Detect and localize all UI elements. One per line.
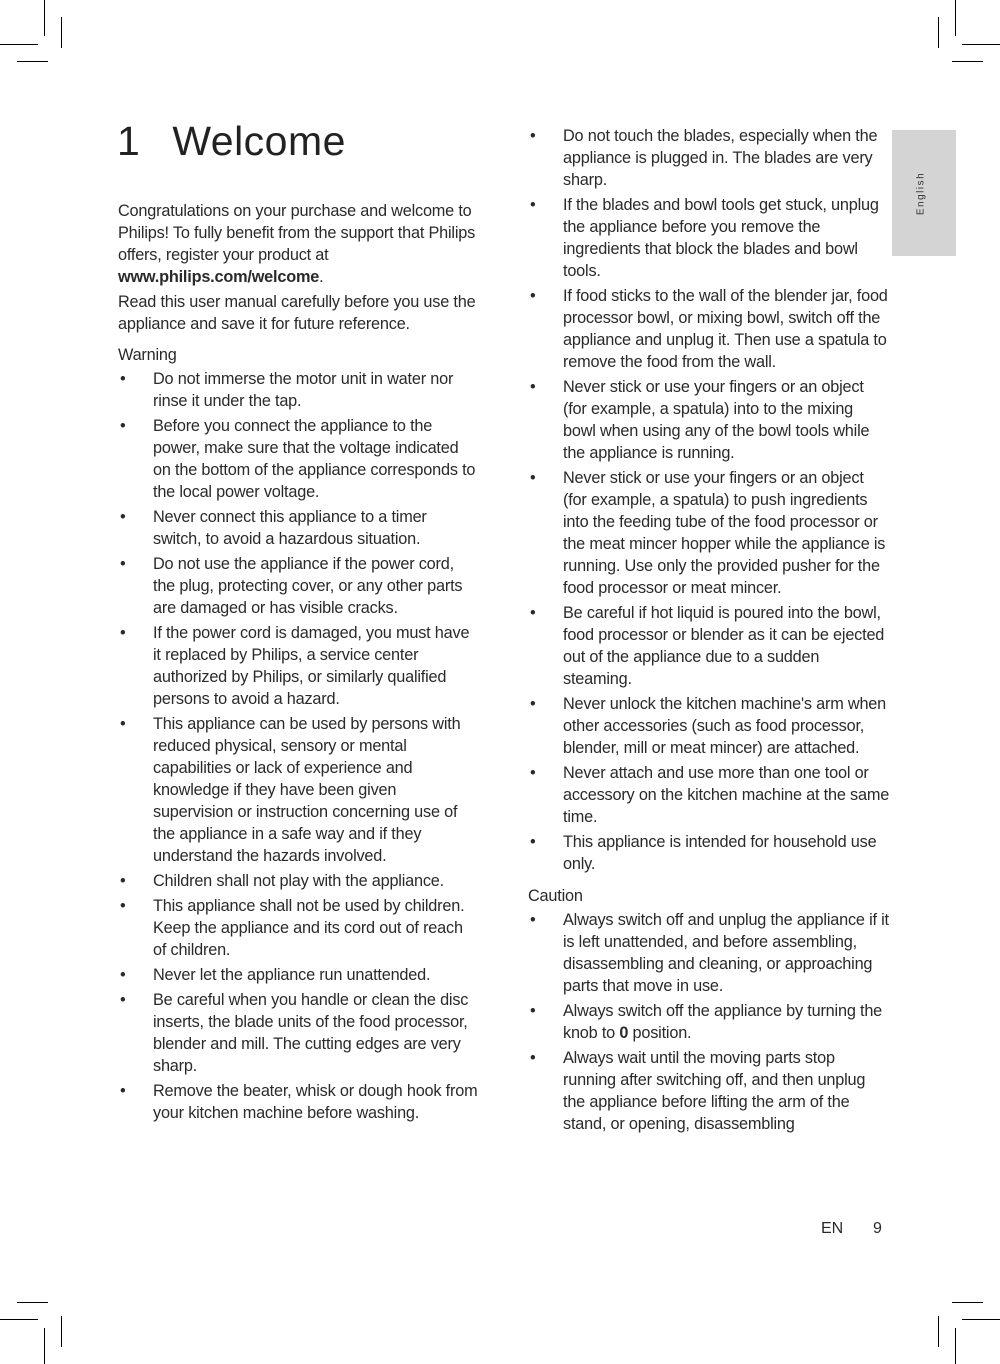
list-item: • Never unlock the kitchen machine's arm when other accessories (such as food processor, blender, mill or meat mincer) are attached.	[530, 695, 887, 757]
language-tab: English	[892, 130, 956, 256]
list-item: • Never stick or use your fingers or an object (for example, a spatula) to push ingredients into the feeding tube of the food processor or the meat mincer hopper while the appliance is running. Use only the provided pusher for the food processor or meat mincer.	[530, 469, 886, 597]
list-item: • This appliance shall not be used by children. Keep the appliance and its cord out of reach of children.	[120, 897, 465, 959]
list-item: • Children shall not play with the appliance.	[120, 872, 444, 890]
page-number: 9	[873, 1220, 882, 1237]
list-item: • Do not touch the blades, especially when the appliance is plugged in. The blades are very sharp.	[530, 127, 878, 189]
list-item: • Before you connect the appliance to the power, make sure that the voltage indicated on the bottom of the appliance corresponds to the local power voltage.	[120, 417, 476, 501]
list-item: • Remove the beater, whisk or dough hook from your kitchen machine before washing.	[120, 1082, 478, 1122]
intro-paragraph-2: Read this user manual carefully before you use the appliance and save it for future reference.	[118, 293, 476, 333]
warning-heading: Warning	[118, 346, 177, 364]
list-item: • This appliance is intended for household use only.	[530, 833, 877, 873]
page-title: 1 Welcome	[117, 118, 346, 164]
right-column	[528, 125, 890, 1138]
list-item: • Always wait until the moving parts stop running after switching off, and then unplug the appliance before lifting the arm of the stand, or opening, disassembling	[530, 1049, 866, 1133]
list-item: • Never let the appliance run unattended.	[120, 966, 431, 984]
caution-heading: Caution	[528, 887, 583, 905]
caution-list	[528, 909, 890, 1135]
welcome-link[interactable]: www.philips.com/welcome	[118, 268, 320, 286]
list-item: • Never attach and use more than one tool or accessory on the kitchen machine at the same time.	[530, 764, 890, 826]
list-item: • Do not immerse the motor unit in water nor rinse it under the tap.	[120, 370, 454, 410]
list-item: • Never connect this appliance to a timer switch, to avoid a hazardous situation.	[120, 508, 427, 548]
list-item: • Do not use the appliance if the power cord, the plug, protecting cover, or any other parts are damaged or has visible cracks.	[120, 555, 463, 617]
list-item: • Be careful if hot liquid is poured into the bowl, food processor or blender as it can be ejected out of the appliance due to a sudden steaming.	[530, 604, 885, 688]
list-item: • Be careful when you handle or clean the disc inserts, the blade units of the food processor, blender and mill. The cutting edges are very sharp.	[120, 991, 469, 1075]
list-item: • Never stick or use your fingers or an object (for example, a spatula) into to the mixing bowl when using any of the bowl tools while the appliance is running.	[530, 378, 870, 462]
list-item: • If the blades and bowl tools get stuck, unplug the appliance before you remove the ingredients that block the blades and bowl tools.	[530, 196, 879, 280]
list-item: • If the power cord is damaged, you must have it replaced by Philips, a service center authorized by Philips, or similarly qualified persons to avoid a hazard.	[120, 624, 470, 708]
footer-language: EN	[821, 1220, 844, 1237]
left-column	[118, 200, 478, 1127]
warning-list-right	[528, 125, 890, 875]
list-item: • Always switch off the appliance by turning the knob to 0 position.	[530, 1002, 883, 1042]
intro-paragraph: Congratulations on your purchase and welcome to Philips! To fully benefit from the support that Philips offers, register your product at www.philips.com/welcome.	[118, 202, 476, 286]
list-item: • This appliance can be used by persons with reduced physical, sensory or mental capabilities or lack of experience and knowledge if they have been given supervision or instruction concerning use of the appliance in a safe way and if they understand the hazards involved.	[120, 715, 461, 865]
warning-list-left	[118, 368, 478, 1124]
list-item: • If food sticks to the wall of the blender jar, food processor bowl, or mixing bowl, switch off the appliance and unplug it. Then use a spatula to remove the food from the wall.	[530, 287, 888, 371]
list-item: • Always switch off and unplug the appliance if it is left unattended, and before assembling, disassembling and cleaning, or approaching parts that move in use.	[530, 911, 889, 995]
